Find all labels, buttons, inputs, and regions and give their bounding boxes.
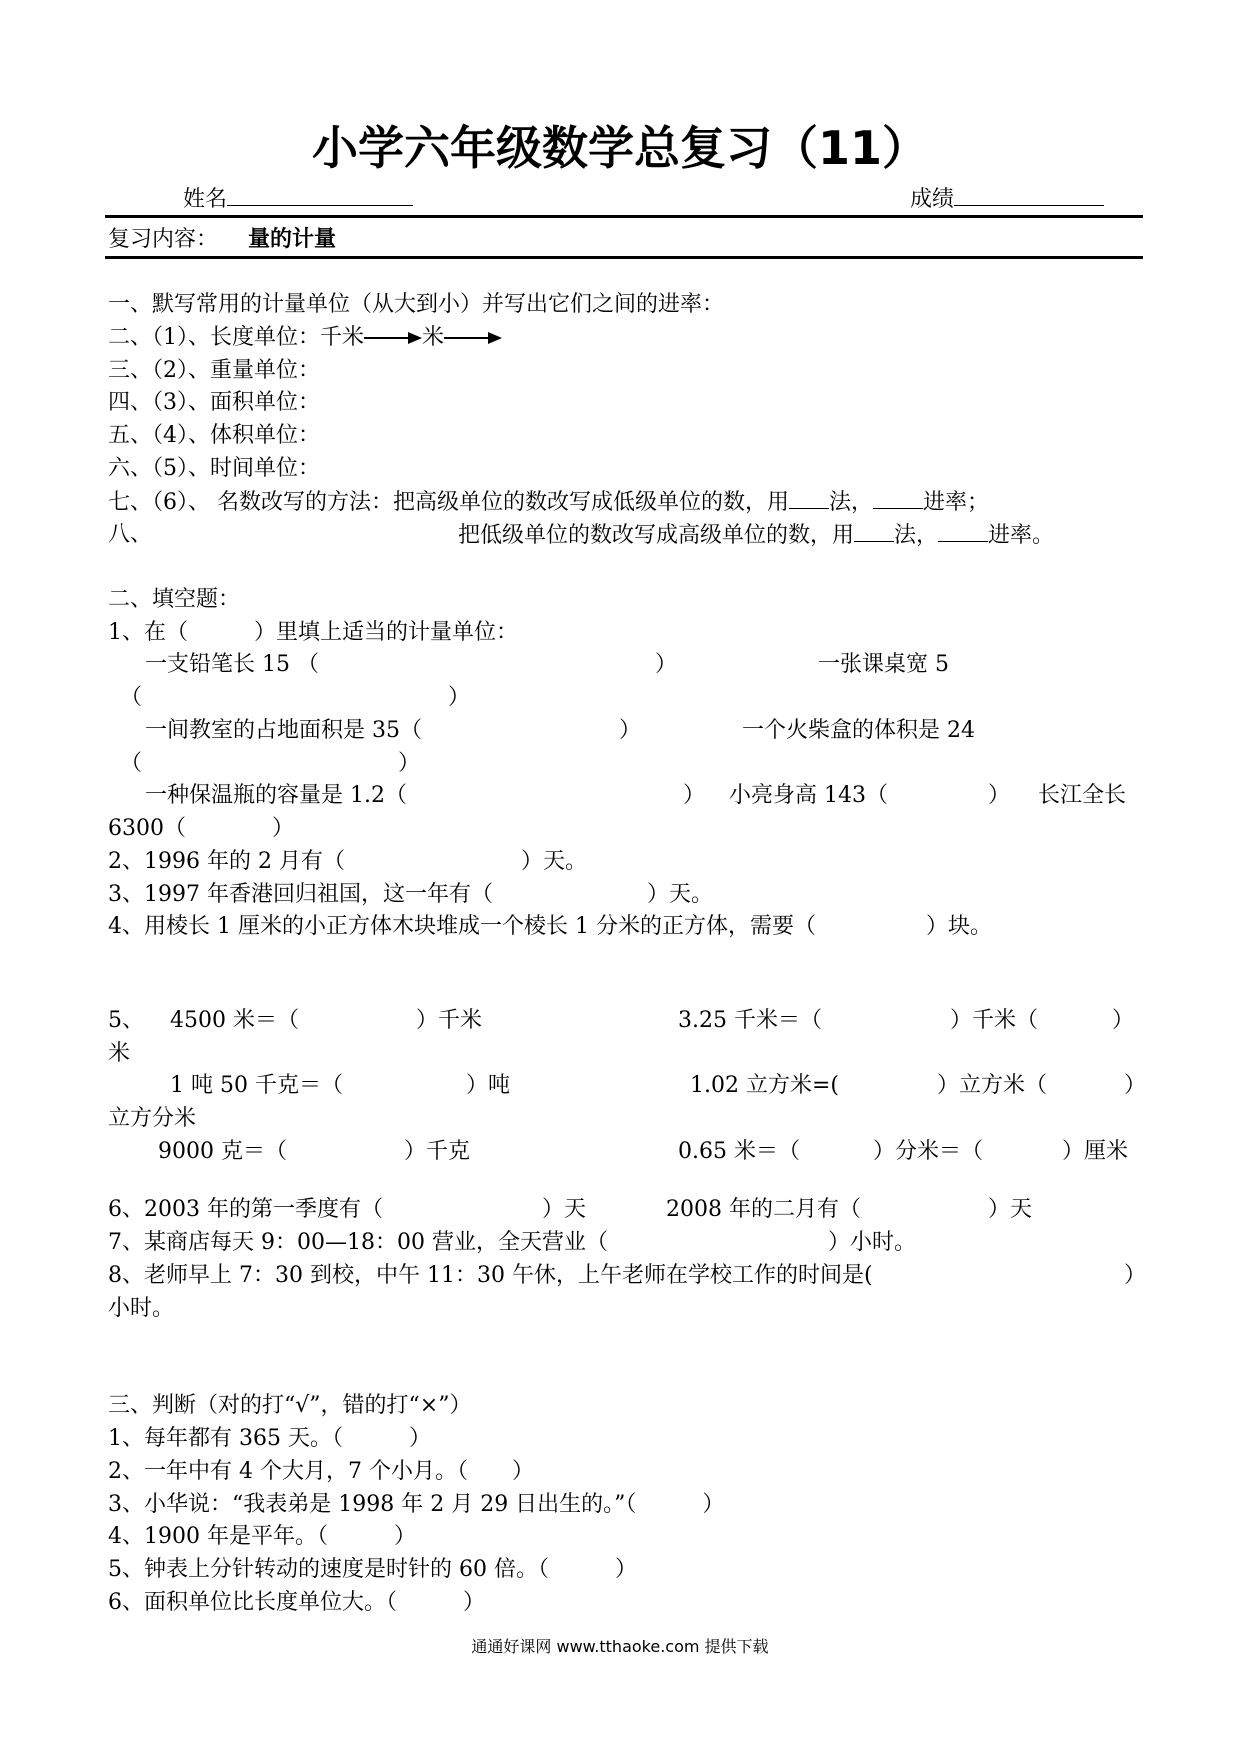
arrow-right-icon — [444, 331, 502, 345]
q5-d-end: ） — [1124, 1073, 1147, 1098]
q1-classroom-end: ） — [619, 718, 642, 743]
q5-b-unit: 米 — [108, 1041, 131, 1066]
q5-f: 0.65 米＝（ — [678, 1139, 800, 1164]
score-blank[interactable] — [954, 185, 1104, 206]
time-units-line: 六、（5）、时间单位： — [108, 456, 320, 481]
review-content — [108, 226, 336, 254]
q5-d-mid: ）立方米（ — [937, 1073, 1048, 1098]
q1-pencil: 一支铅笔长 15 （ — [145, 652, 319, 677]
q1-yangtze: 长江全长 — [1038, 783, 1127, 808]
q5-b-end: ） — [1112, 1008, 1135, 1033]
area-units-line: 四、（3）、面积单位： — [108, 390, 320, 415]
q6-b-end: ）天 — [988, 1197, 1033, 1222]
judgement-item: 6、面积单位比长度单位大。（ ） — [108, 1590, 485, 1615]
method-line-2-text: 把低级单位的数改写成高级单位的数，用 法， 进率。 — [458, 523, 1055, 548]
score-label: 成绩 — [910, 187, 955, 212]
q5-a-end: ）千米 — [416, 1008, 483, 1033]
section2-heading: 二、填空题： — [108, 587, 241, 612]
q1-yangtze-end: ） — [272, 816, 295, 841]
judgement-item: 5、钟表上分针转动的速度是时针的 60 倍。（ ） — [108, 1557, 637, 1582]
q5-c: 1 吨 50 千克＝（ — [170, 1073, 343, 1098]
q1-yangtze-val: 6300（ — [108, 816, 186, 841]
question-7: 7、某商店每天 9：00—18：00 营业，全天营业（ ）小时。 — [108, 1230, 916, 1255]
q1-matchbox-end: ） — [398, 751, 421, 776]
q5-c-end: ）吨 — [466, 1073, 511, 1098]
blank[interactable] — [854, 521, 894, 542]
judgement-item: 4、1900 年是平年。（ ） — [108, 1524, 416, 1549]
q5-e-end: ）千克 — [404, 1139, 471, 1164]
q6-a: 6、2003 年的第一季度有（ — [108, 1197, 383, 1222]
name-label: 姓名 — [183, 187, 228, 212]
judgement-item: 2、一年中有 4 个大月，7 个小月。（ ） — [108, 1459, 534, 1484]
q1-desk: 一张课桌宽 5 — [818, 652, 949, 677]
review-label: 复习内容： — [108, 227, 219, 252]
q5-a: 4500 米＝（ — [170, 1008, 299, 1033]
header-rule-top — [105, 215, 1143, 218]
length-units-line: 二、（1）、长度单位：千米 米 — [108, 324, 502, 352]
score-field — [910, 185, 1104, 214]
volume-units-line: 五、（4）、体积单位： — [108, 423, 320, 448]
header-rule-bottom — [105, 256, 1143, 259]
name-field — [183, 185, 413, 214]
q1-classroom: 一间教室的占地面积是 35（ — [145, 718, 422, 743]
q1-flask-end: ） — [683, 783, 706, 808]
footer-credit: 通通好课网 www.tthaoke.com 提供下载 — [471, 1637, 769, 1656]
q1-desk-end: ） — [448, 685, 471, 710]
q5-f-end: ）厘米 — [1062, 1139, 1129, 1164]
arrow-right-icon — [364, 331, 422, 345]
q5-e: 9000 克＝（ — [158, 1139, 287, 1164]
q8-end: ） — [1124, 1263, 1147, 1288]
name-blank[interactable] — [227, 185, 413, 206]
weight-units-line: 三、（2）、重量单位： — [108, 358, 320, 383]
method-line-2: 八、 — [108, 522, 153, 547]
question-8: 8、老师早上 7：30 到校，中午 11：30 午休，上午老师在学校工作的时间是( — [108, 1263, 873, 1288]
method-line-1: 七、（6）、 名数改写的方法：把高级单位的数改写成低级单位的数，用 法， 进率； — [108, 490, 990, 515]
blank[interactable] — [789, 488, 829, 509]
q1-height-end: ） — [988, 783, 1011, 808]
q5-d-unit: 立方分米 — [108, 1106, 197, 1131]
q1-desk-paren: （ — [120, 685, 143, 710]
q1-matchbox: 一个火柴盒的体积是 24 — [742, 718, 975, 743]
question-4: 4、用棱长 1 厘米的小正方体木块堆成一个棱长 1 分米的正方体，需要（ ）块。 — [108, 914, 992, 939]
q5-b: 3.25 千米＝（ — [678, 1008, 822, 1033]
judgement-item: 1、每年都有 365 天。（ ） — [108, 1426, 431, 1451]
question-2: 2、1996 年的 2 月有（ ）天。 — [108, 849, 587, 874]
question-1: 1、在（ ）里填上适当的计量单位： — [108, 620, 518, 645]
page-title: 小学六年级数学总复习（11） — [311, 121, 928, 175]
q1-pencil-end: ） — [655, 652, 678, 677]
q1-flask: 一种保温瓶的容量是 1.2（ — [145, 783, 407, 808]
q8-unit: 小时。 — [108, 1296, 175, 1321]
q1-matchbox-paren: （ — [120, 751, 143, 776]
q6-a-end: ）天 — [542, 1197, 587, 1222]
q5-number: 5、 — [108, 1008, 144, 1033]
blank[interactable] — [938, 521, 988, 542]
q6-b: 2008 年的二月有（ — [666, 1197, 861, 1222]
q1-height: 小亮身高 143（ — [729, 783, 888, 808]
q5-d: 1.02 立方米=( — [690, 1073, 839, 1098]
section1-heading: 一、默写常用的计量单位（从大到小）并写出它们之间的进率： — [108, 292, 725, 317]
section3-heading: 三、判断（对的打“√”，错的打“×”） — [108, 1393, 472, 1418]
blank[interactable] — [873, 488, 923, 509]
q5-f-mid: ）分米＝（ — [873, 1139, 984, 1164]
q5-b-mid: ）千米（ — [950, 1008, 1039, 1033]
question-3: 3、1997 年香港回归祖国，这一年有（ ）天。 — [108, 882, 713, 907]
judgement-item: 3、小华说：“我表弟是 1998 年 2 月 29 日出生的。”（ ） — [108, 1492, 725, 1517]
review-topic: 量的计量 — [248, 227, 337, 252]
